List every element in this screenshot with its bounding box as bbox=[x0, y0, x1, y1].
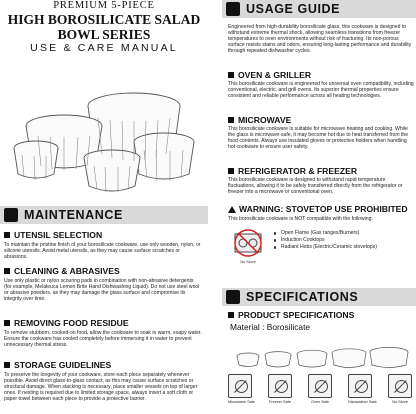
bullet-square-icon bbox=[228, 72, 234, 78]
bullet-square-icon bbox=[4, 362, 10, 368]
food-residue-text: To remove stubborn, cooked-on food, allow the cookware to soak in warm, soapy water. Ensure the cookware has cooled completely before immersing it in water to prevent unnecessary thermal stress. bbox=[4, 330, 202, 349]
utensil-heading: UTENSIL SELECTION bbox=[4, 230, 102, 240]
oven-safe-icon: Oven Safe bbox=[308, 374, 332, 404]
product-specs-heading: PRODUCT SPECIFICATIONS bbox=[228, 310, 354, 320]
bowls-illustration bbox=[6, 78, 202, 198]
oven-text: This borosilicate cookware is engineered for universal oven compatibility, including conventional, electric, and grill ovens. Its superior thermal properties ensure consistent and reliable performance across all heating technologies. bbox=[228, 81, 414, 100]
warning-list bbox=[274, 230, 414, 251]
usage-banner: USAGE GUIDE bbox=[222, 0, 416, 18]
product-title: HIGH BOROSILICATE SALAD BOWL SERIES bbox=[7, 12, 201, 42]
manual-label: USE & CARE MANUAL bbox=[30, 42, 178, 54]
food-residue-heading: REMOVING FOOD RESIDUE bbox=[4, 318, 129, 328]
specs-icon bbox=[226, 290, 240, 304]
bullet-square-icon bbox=[228, 312, 234, 318]
bullet-square-icon bbox=[228, 168, 234, 174]
cleaning-text: Use only plastic or nylon scouring pads in combination with non-abrasive detergents (for example, Melaleuca Lemon Brite Hand Dishwashing Liquid). Do not use steel wool or abrasive powders, as they may damage the glass surface and compromise its integrity over time. bbox=[4, 278, 200, 303]
cleaning-heading: CLEANING & ABRASIVES bbox=[4, 266, 120, 276]
microwave-heading: MICROWAVE bbox=[228, 115, 291, 125]
bullet-square-icon bbox=[4, 268, 10, 274]
specs-banner: SPECIFICATIONS bbox=[222, 288, 416, 306]
microwave-text: This borosilicate cookware is suitable for microwave heating and cooking. While the glass is microwave-safe, it may become hot due to heat transferred from the food contents. Always use insulated gloves or protective holders when handling hot cookware to ensure user safety. bbox=[228, 126, 409, 151]
bullet-square-icon bbox=[228, 117, 234, 123]
right-column bbox=[222, 0, 416, 414]
no-stove-warning-icon bbox=[232, 226, 264, 258]
warning-heading: WARNING: STOVETOP USE PROHIBITED bbox=[228, 204, 408, 214]
storage-text: To preserve the longevity of your cookware, store each piece separately whenever possible. Avoid direct glass-to-glass contact, as this may cause surface scratches or structural damage. When stacking is necessary, place smaller vessels on top of larger ones. If nesting is required due to limited storage space, always insert a soft cloth or paper towel between each piece to provide a protective barrier. bbox=[4, 372, 198, 403]
list-item: Induction Cooktops bbox=[274, 237, 414, 244]
no-stove-label: No Stove bbox=[240, 260, 256, 264]
usage-intro: Engineered from high-durability borosilicate glass, this cookware is designed to withstand extreme thermal shock, allowing seamless transitions from freezer temperatures to oven environments without risk of fracturing. Its non-porous surface resists stains and odors, ensuring long-lasting performance and durability through repeated dishwasher cycles. bbox=[228, 24, 412, 55]
storage-heading: STORAGE GUIDELINES bbox=[4, 360, 111, 370]
care-icons-row bbox=[228, 374, 414, 414]
guide-icon bbox=[226, 2, 240, 16]
fridge-text: This borosilicate cookware is designed to withstand rapid temperature fluctuations, allowing it to be safely transferred directly from the refrigerator or freezer into a microwave or conventional oven. bbox=[228, 177, 403, 196]
maintenance-banner: MAINTENANCE bbox=[0, 206, 208, 224]
dishwasher-safe-icon: Dishwasher Safe bbox=[348, 374, 372, 404]
utensil-text: To maintain the pristine finish of your borosilicate cookware, use only wooden, nylon, or silicone utensils. Avoid metal utensils, as they may cause surface scratches or abrasions. bbox=[4, 242, 201, 261]
cookware-icon bbox=[4, 208, 18, 222]
list-item: Radiant Hobs (Electric/Ceramic stovetops) bbox=[274, 244, 414, 251]
warning-icon bbox=[228, 206, 236, 213]
bullet-square-icon bbox=[4, 320, 10, 326]
premium-label: PREMIUM 5-PIECE bbox=[53, 0, 155, 11]
microwave-safe-icon: Microwave Safe bbox=[228, 374, 252, 404]
fridge-heading: REFRIGERATOR & FREEZER bbox=[228, 166, 357, 176]
bullet-square-icon bbox=[4, 232, 10, 238]
warning-text: This borosilicate cookware is NOT compatible with the following: bbox=[228, 216, 373, 222]
bowl-sizes-illustration bbox=[228, 344, 410, 370]
oven-heading: OVEN & GRILLER bbox=[228, 70, 311, 80]
material-text: Material : Borosilicate bbox=[230, 322, 311, 332]
freezer-safe-icon: Freezer Safe bbox=[268, 374, 292, 404]
list-item: Open Flame (Gas ranges/Burners) bbox=[274, 230, 414, 237]
no-stove-icon: No Stove bbox=[388, 374, 412, 404]
